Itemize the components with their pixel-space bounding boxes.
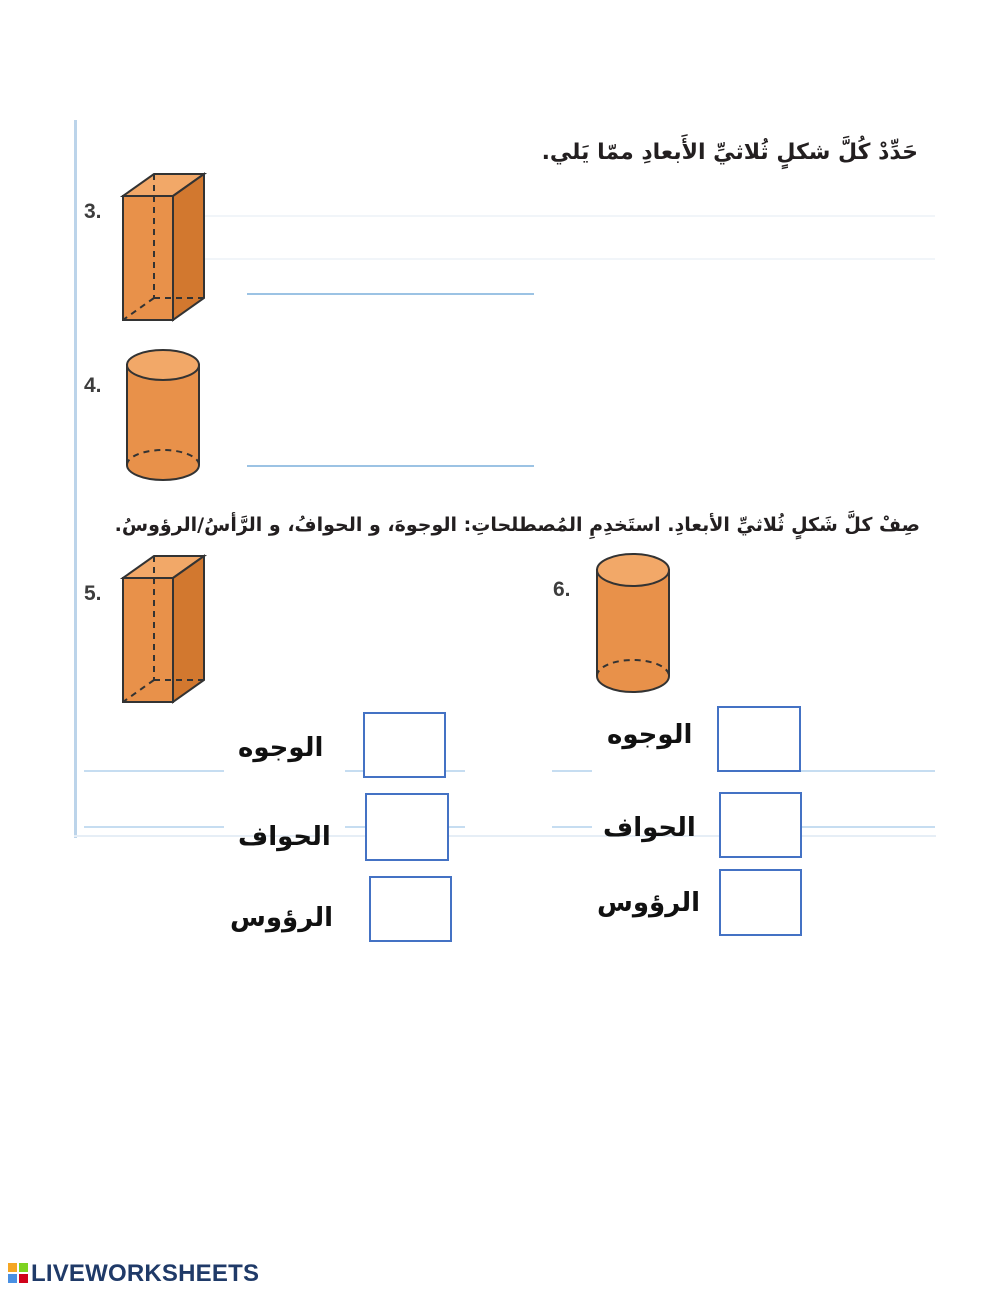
vertices-input-6[interactable] [719,869,802,936]
guide-line [200,258,935,260]
liveworksheets-logo-icon [8,1263,28,1283]
item-number-6: 6. [553,578,571,601]
answer-line-3[interactable] [247,293,534,295]
answer-line-6b [552,826,592,828]
faces-input-6[interactable] [717,706,801,772]
faces-input-5[interactable] [363,712,446,778]
label-edges-6: الحواف [603,813,696,843]
label-faces-5: الوجوه [238,733,324,763]
vertices-input-5[interactable] [369,876,452,942]
item-number-4: 4. [84,374,102,397]
answer-line-5a [84,770,224,772]
item-number-5: 5. [84,582,102,605]
cylinder-figure [592,548,674,698]
item-number-3: 3. [84,200,102,223]
answer-line-4[interactable] [247,465,534,467]
rectangular-prism-figure [118,550,210,712]
answer-line-5b [84,826,224,828]
label-vertices-5: الرؤوس [230,903,334,933]
edges-input-6[interactable] [719,792,802,858]
rectangular-prism-figure [118,168,210,330]
guide-line [200,215,935,217]
liveworksheets-logo[interactable] [8,1260,259,1288]
frame-left-border [74,120,77,838]
cylinder-figure [122,345,204,487]
instruction-identify: حَدِّدْ كُلَّ شكلٍ ثُلاثيِّ الأَبعادِ ممّا يَلي. [541,140,918,165]
answer-line-6b-right [800,826,935,828]
label-faces-6: الوجوه [607,720,693,750]
liveworksheets-logo-text: LIVEWORKSHEETS [31,1260,260,1287]
frame-bottom-border [74,835,936,837]
answer-line-6a-right [800,770,935,772]
answer-line-6a [552,770,592,772]
edges-input-5[interactable] [365,793,449,861]
label-edges-5: الحواف [238,822,331,852]
label-vertices-6: الرؤوس [597,888,701,918]
instruction-describe: صِفْ كلَّ شَكلٍ ثُلاثيِّ الأبعادِ. استَخدِمِ المُصطلحاتِ: الوجوهَ، و الحوافُ، و الرَّأسُ/الرؤوسُ. [114,514,920,536]
